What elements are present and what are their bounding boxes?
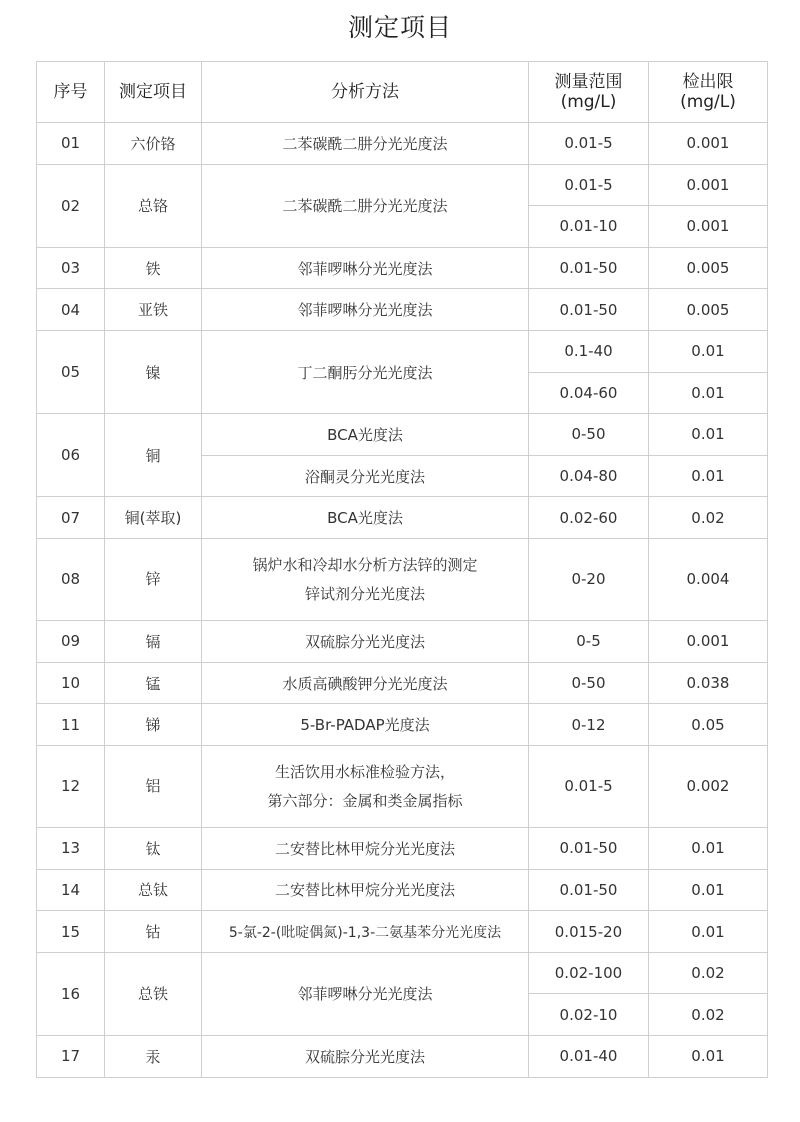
cell-no: 04 <box>37 289 105 331</box>
cell-method: 邻菲啰啉分光光度法 <box>202 289 529 331</box>
cell-no: 16 <box>37 952 105 1035</box>
header-range-label: 测量范围 <box>554 72 623 92</box>
cell-no: 10 <box>37 662 105 704</box>
cell-no: 12 <box>37 745 105 827</box>
table-row <box>37 828 768 870</box>
cell-range: 0.02-10 <box>529 994 649 1036</box>
cell-range: 0.01-50 <box>529 289 649 331</box>
cell-range: 0-12 <box>529 704 649 746</box>
cell-range: 0.01-40 <box>529 1036 649 1078</box>
cell-no: 02 <box>37 164 105 247</box>
cell-item: 锰 <box>105 662 202 704</box>
header-range <box>529 62 649 123</box>
cell-range: 0-20 <box>529 538 649 620</box>
cell-method: 丁二酮肟分光光度法 <box>202 330 529 413</box>
cell-item: 钴 <box>105 911 202 953</box>
cell-item: 镉 <box>105 621 202 663</box>
cell-limit: 0.004 <box>649 538 768 620</box>
cell-method <box>202 745 529 827</box>
cell-limit: 0.005 <box>649 247 768 289</box>
cell-range: 0.02-60 <box>529 497 649 539</box>
cell-limit: 0.001 <box>649 621 768 663</box>
header-range-unit: (mg/L) <box>560 92 617 112</box>
cell-no: 13 <box>37 828 105 870</box>
cell-range: 0.01-50 <box>529 869 649 911</box>
header-item: 测定项目 <box>105 62 202 123</box>
cell-limit: 0.01 <box>649 869 768 911</box>
cell-no: 14 <box>37 869 105 911</box>
cell-range: 0-5 <box>529 621 649 663</box>
table-row <box>37 123 768 165</box>
cell-method: 二安替比林甲烷分光光度法 <box>202 869 529 911</box>
cell-range: 0-50 <box>529 662 649 704</box>
cell-method <box>202 538 529 620</box>
cell-limit: 0.02 <box>649 994 768 1036</box>
cell-range: 0.01-5 <box>529 745 649 827</box>
method-line: 锅炉水和冷却水分析方法锌的测定 <box>252 555 478 574</box>
cell-method: 二苯碳酰二肼分光光度法 <box>202 123 529 165</box>
cell-method: 二安替比林甲烷分光光度法 <box>202 828 529 870</box>
cell-range: 0-50 <box>529 414 649 456</box>
cell-item: 钛 <box>105 828 202 870</box>
measurement-table <box>36 61 768 1078</box>
cell-method: BCA光度法 <box>202 497 529 539</box>
cell-range: 0.01-10 <box>529 206 649 248</box>
cell-method: 水质高碘酸钾分光光度法 <box>202 662 529 704</box>
cell-no: 07 <box>37 497 105 539</box>
cell-limit: 0.01 <box>649 828 768 870</box>
table-row <box>37 621 768 663</box>
cell-item: 锌 <box>105 538 202 620</box>
header-limit <box>649 62 768 123</box>
cell-method: 5-氯-2-(吡啶偶氮)-1,3-二氨基苯分光光度法 <box>202 911 529 953</box>
table-row <box>37 952 768 994</box>
table-row <box>37 662 768 704</box>
table-row <box>37 869 768 911</box>
cell-limit: 0.01 <box>649 414 768 456</box>
method-line: 锌试剂分光光度法 <box>304 584 425 603</box>
table-row <box>37 704 768 746</box>
cell-no: 09 <box>37 621 105 663</box>
table-header-row <box>37 62 768 123</box>
cell-range: 0.015-20 <box>529 911 649 953</box>
cell-limit: 0.02 <box>649 952 768 994</box>
cell-method: 邻菲啰啉分光光度法 <box>202 952 529 1035</box>
cell-limit: 0.01 <box>649 330 768 372</box>
cell-item: 铝 <box>105 745 202 827</box>
cell-method: 5-Br-PADAP光度法 <box>202 704 529 746</box>
cell-method: BCA光度法 <box>202 414 529 456</box>
page-title: 测定项目 <box>347 13 452 42</box>
cell-item: 锑 <box>105 704 202 746</box>
table-row <box>37 289 768 331</box>
cell-limit: 0.001 <box>649 206 768 248</box>
cell-range: 0.01-50 <box>529 247 649 289</box>
method-line: 第六部分：金属和类金属指标 <box>267 791 463 810</box>
cell-item: 六价铬 <box>105 123 202 165</box>
cell-item: 汞 <box>105 1036 202 1078</box>
table-row <box>37 745 768 827</box>
cell-no: 05 <box>37 330 105 413</box>
header-seq: 序号 <box>37 62 105 123</box>
cell-limit: 0.01 <box>649 455 768 497</box>
header-method: 分析方法 <box>202 62 529 123</box>
method-line: 生活饮用水标准检验方法， <box>274 762 455 781</box>
cell-limit: 0.002 <box>649 745 768 827</box>
cell-range: 0.01-5 <box>529 164 649 206</box>
cell-limit: 0.01 <box>649 911 768 953</box>
table-row <box>37 414 768 456</box>
cell-item: 总钛 <box>105 869 202 911</box>
table-row <box>37 330 768 372</box>
table-row <box>37 497 768 539</box>
table-row <box>37 538 768 620</box>
cell-range: 0.04-60 <box>529 372 649 414</box>
cell-no: 01 <box>37 123 105 165</box>
cell-item: 亚铁 <box>105 289 202 331</box>
cell-method: 二苯碳酰二肼分光光度法 <box>202 164 529 247</box>
cell-range: 0.04-80 <box>529 455 649 497</box>
cell-limit: 0.02 <box>649 497 768 539</box>
cell-range: 0.1-40 <box>529 330 649 372</box>
cell-limit: 0.001 <box>649 164 768 206</box>
table-row <box>37 164 768 206</box>
cell-item: 铜(萃取) <box>105 497 202 539</box>
cell-limit: 0.05 <box>649 704 768 746</box>
cell-item: 总铬 <box>105 164 202 247</box>
cell-no: 15 <box>37 911 105 953</box>
cell-item: 镍 <box>105 330 202 413</box>
cell-method: 浴酮灵分光光度法 <box>202 455 529 497</box>
cell-item: 总铁 <box>105 952 202 1035</box>
cell-no: 03 <box>37 247 105 289</box>
cell-limit: 0.01 <box>649 372 768 414</box>
header-limit-unit: (mg/L) <box>680 92 736 112</box>
cell-no: 17 <box>37 1036 105 1078</box>
cell-no: 08 <box>37 538 105 620</box>
cell-limit: 0.001 <box>649 123 768 165</box>
header-limit-label: 检出限 <box>682 72 734 92</box>
cell-limit: 0.038 <box>649 662 768 704</box>
cell-method: 双硫腙分光光度法 <box>202 621 529 663</box>
cell-method: 邻菲啰啉分光光度法 <box>202 247 529 289</box>
cell-item: 铁 <box>105 247 202 289</box>
cell-item: 铜 <box>105 414 202 497</box>
cell-method: 双硫腙分光光度法 <box>202 1036 529 1078</box>
cell-no: 06 <box>37 414 105 497</box>
cell-range: 0.01-5 <box>529 123 649 165</box>
cell-range: 0.02-100 <box>529 952 649 994</box>
cell-limit: 0.005 <box>649 289 768 331</box>
table-row <box>37 247 768 289</box>
cell-range: 0.01-50 <box>529 828 649 870</box>
table-row <box>37 1036 768 1078</box>
cell-no: 11 <box>37 704 105 746</box>
cell-limit: 0.01 <box>649 1036 768 1078</box>
table-row <box>37 911 768 953</box>
